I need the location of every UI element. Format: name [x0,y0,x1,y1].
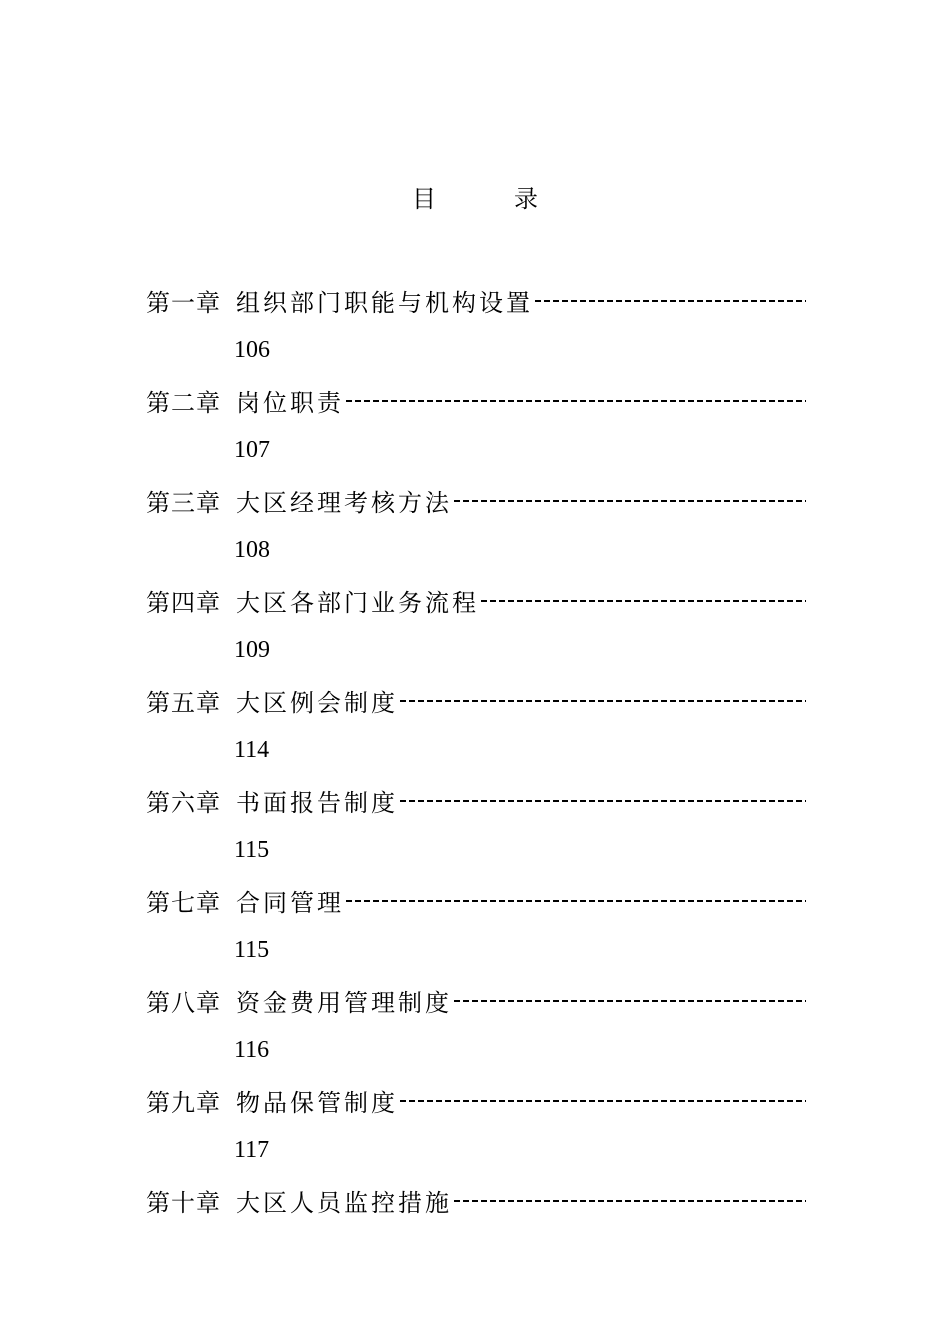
toc-entry[interactable] [146,680,806,780]
toc-entry[interactable] [146,980,806,1080]
page-number: 114 [234,737,270,763]
dot-leader [346,900,806,902]
chapter-title: 组织部门职能与机构设置 [236,290,533,317]
toc-heading-char-2: 录 [514,187,538,213]
toc-entry[interactable] [146,280,806,380]
chapter-number: 第二章 [146,390,221,417]
toc-entry[interactable] [146,580,806,680]
chapter-number: 第六章 [146,790,221,817]
toc-list [146,280,806,1280]
toc-heading-char-1: 目 [412,187,436,213]
page-number: 108 [234,537,270,563]
page-number: 116 [234,1037,270,1063]
page-number: 107 [234,437,270,463]
chapter-title: 资金费用管理制度 [236,990,452,1017]
chapter-title: 大区例会制度 [236,690,398,717]
toc-entry-line [146,580,806,620]
chapter-title: 大区经理考核方法 [236,490,452,517]
dot-leader [346,400,806,402]
chapter-number: 第一章 [146,290,221,317]
page-number: 117 [234,1137,270,1163]
toc-entry[interactable] [146,480,806,580]
toc-entry[interactable] [146,780,806,880]
chapter-title: 书面报告制度 [236,790,398,817]
toc-entry-line [146,1080,806,1120]
dot-leader [454,500,806,502]
toc-entry[interactable] [146,1180,806,1280]
toc-entry-line [146,380,806,420]
chapter-number: 第三章 [146,490,221,517]
page-number: 115 [234,837,270,863]
toc-heading [0,182,950,218]
dot-leader [454,1000,806,1002]
toc-entry-line [146,980,806,1020]
chapter-title: 物品保管制度 [236,1090,398,1117]
dot-leader [400,1100,806,1102]
toc-entry[interactable] [146,1080,806,1180]
toc-entry-line [146,280,806,320]
page-number: 106 [234,337,270,363]
toc-entry-line [146,1180,806,1220]
chapter-number: 第九章 [146,1090,221,1117]
chapter-title: 合同管理 [236,890,344,917]
chapter-number: 第四章 [146,590,221,617]
toc-entry[interactable] [146,880,806,980]
toc-entry-line [146,680,806,720]
toc-entry-line [146,480,806,520]
chapter-title: 大区人员监控措施 [236,1190,452,1217]
chapter-number: 第五章 [146,690,221,717]
toc-entry-line [146,880,806,920]
dot-leader [535,300,806,302]
dot-leader [454,1200,806,1202]
chapter-title: 大区各部门业务流程 [236,590,479,617]
chapter-number: 第七章 [146,890,221,917]
dot-leader [400,700,806,702]
toc-entry[interactable] [146,380,806,480]
dot-leader [481,600,806,602]
dot-leader [400,800,806,802]
page-number: 109 [234,637,270,663]
chapter-title: 岗位职责 [236,390,344,417]
chapter-number: 第八章 [146,990,221,1017]
toc-entry-line [146,780,806,820]
chapter-number: 第十章 [146,1190,221,1217]
page-number: 115 [234,937,270,963]
